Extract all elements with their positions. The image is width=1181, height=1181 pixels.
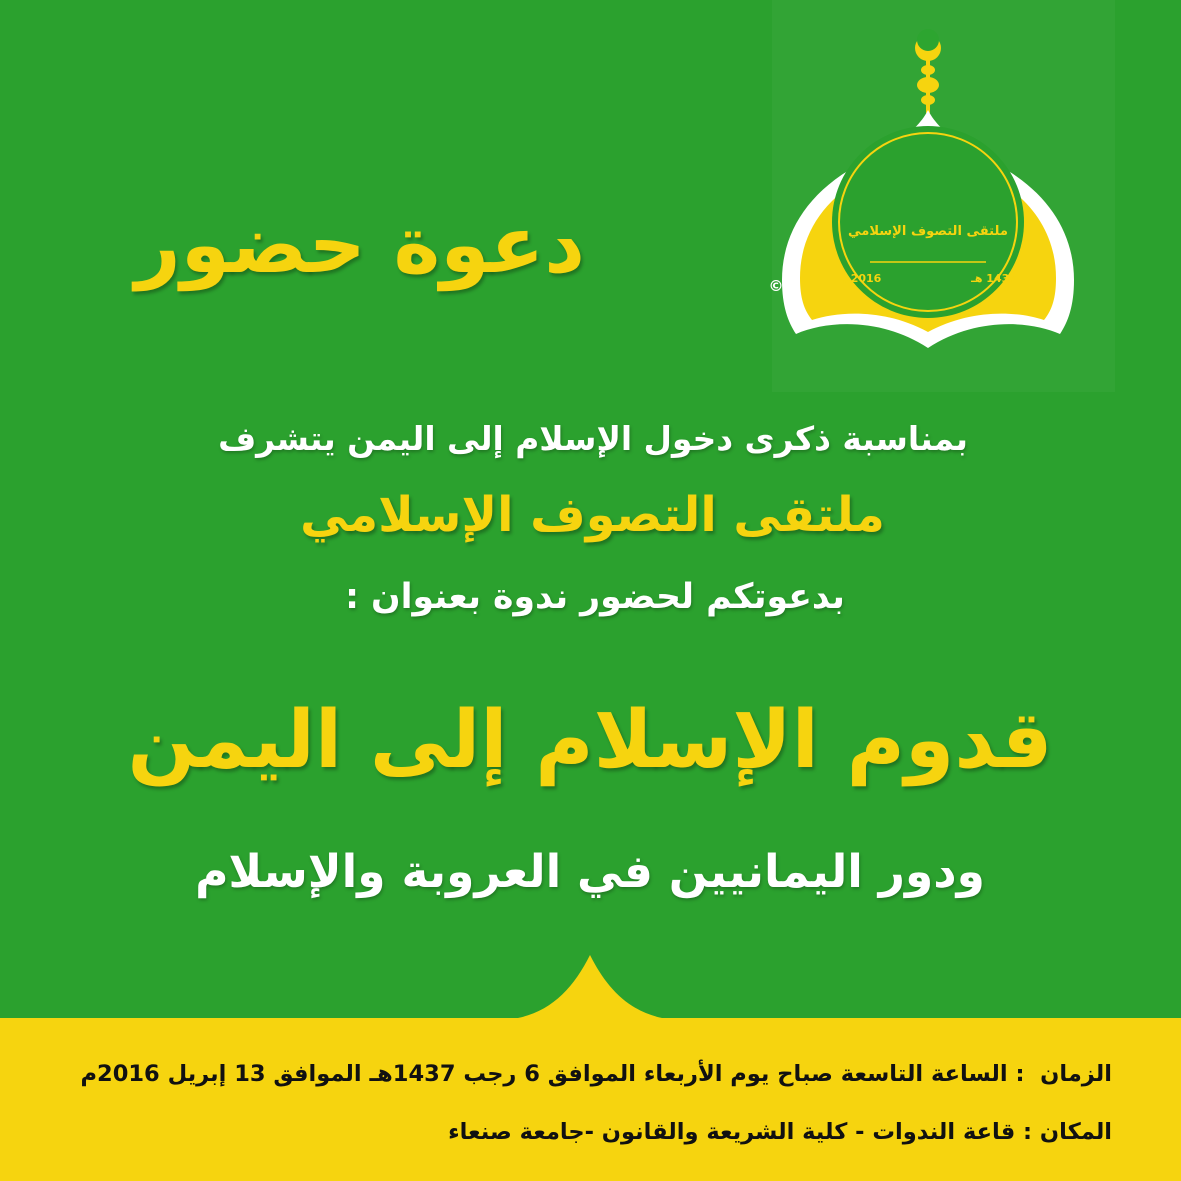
occasion-line: بمناسبة ذكرى دخول الإسلام إلى اليمن يتشرف (218, 420, 968, 459)
crescent-icon (915, 29, 941, 113)
invitation-title-block (110, 170, 610, 320)
crescent-cutout (917, 29, 939, 51)
invitation-title: دعوة حضور (135, 198, 586, 292)
logo-hijri-year: 1437 هـ (971, 272, 1017, 285)
event-time: الزمان : الساعة التاسعة صباح يوم الأربعاء الموافق 6 رجب 1437هـ الموافق 13 إبريل 2016م (80, 1061, 1112, 1088)
invitation-line-block (320, 568, 870, 628)
logo-name-text: ملتقى التصوف الإسلامي (848, 224, 1008, 239)
copyright-mark: © (768, 277, 784, 295)
finial-bead (917, 77, 939, 93)
event-place: المكان : قاعة الندوات - كلية الشريعة والقانون -جامعة صنعاء (448, 1119, 1112, 1146)
seminar-subtitle: ودور اليمانيين في العروبة والإسلام (195, 844, 985, 898)
logo (778, 30, 1078, 360)
finial-bead (921, 65, 935, 75)
seminar-title-block (90, 665, 1090, 815)
logo-gregorian-year: 2016م (842, 272, 882, 285)
invitation-line: بدعوتكم لحضور ندوة بعنوان : (345, 577, 845, 618)
finial-bead (921, 95, 935, 105)
seminar-subtitle-block (170, 830, 1010, 914)
organizer-name: ملتقى التصوف الإسلامي (300, 488, 885, 544)
event-time-block (60, 1052, 1112, 1098)
organizer-block (270, 480, 915, 552)
logo-emblem-circle (832, 126, 1024, 318)
seminar-title: قدوم الإسلام إلى اليمن (127, 693, 1053, 787)
occasion-line-block (193, 410, 993, 470)
event-place-block (60, 1110, 1112, 1156)
